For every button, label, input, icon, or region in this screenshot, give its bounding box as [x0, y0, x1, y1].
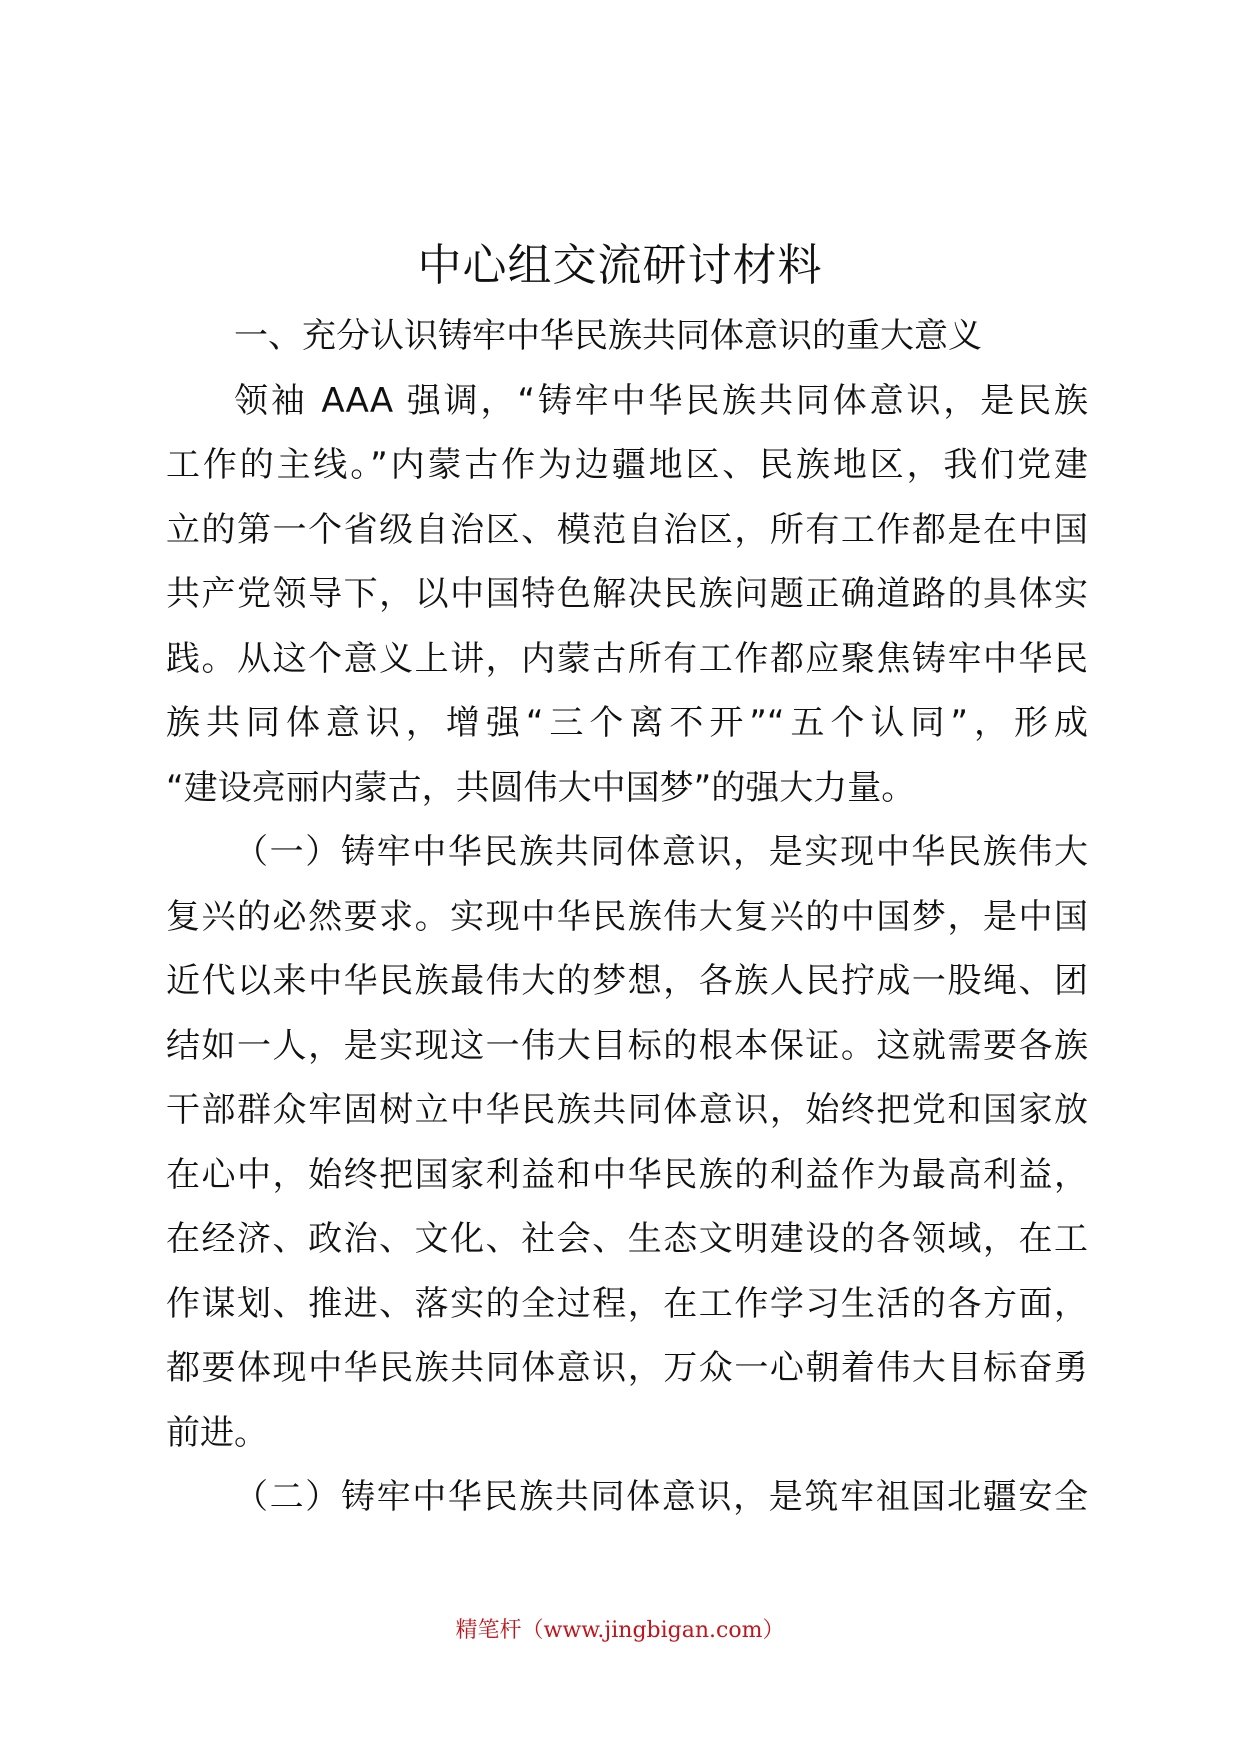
- paragraph-line: 前进。: [166, 1412, 268, 1453]
- paragraph-line: 族共同体意识，增强“三个离不开”“五个认同”，形成: [166, 703, 1088, 743]
- paragraph-line: 在经济、政治、文化、社会、生态文明建设的各领域，在工: [166, 1219, 1088, 1259]
- paragraph-line: 复兴的必然要求。实现中华民族伟大复兴的中国梦，是中国: [166, 896, 1088, 937]
- paragraph-2: [166, 820, 1088, 1465]
- footer-watermark: 精笔杆（www.jingbigan.com）: [455, 1618, 785, 1643]
- paragraph-line: 领袖 AAA 强调，“铸牢中华民族共同体意识，是民族: [234, 380, 1088, 421]
- paragraph-line: （二）铸牢中华民族共同体意识，是筑牢祖国北疆安全: [234, 1477, 1088, 1517]
- paragraph-line: “建设亮丽内蒙古，共圆伟大中国梦”的强大力量。: [166, 767, 916, 808]
- section-heading: 一、充分认识铸牢中华民族共同体意识的重大意义: [234, 316, 982, 356]
- paragraph-line: 近代以来中华民族最伟大的梦想，各族人民拧成一股绳、团: [166, 961, 1088, 1001]
- paragraph-line: 工作的主线。”内蒙古作为边疆地区、民族地区，我们党建: [166, 445, 1088, 485]
- paragraph-line: 都要体现中华民族共同体意识，万众一心朝着伟大目标奋勇: [166, 1348, 1088, 1388]
- document-title: 中心组交流研讨材料: [417, 240, 823, 291]
- paragraph-line: 结如一人，是实现这一伟大目标的根本保证。这就需要各族: [166, 1025, 1088, 1066]
- paragraph-line: 践。从这个意义上讲，内蒙古所有工作都应聚焦铸牢中华民: [166, 638, 1088, 679]
- paragraph-line: 共产党领导下，以中国特色解决民族问题正确道路的具体实: [166, 574, 1088, 614]
- paragraph-3: [166, 1465, 1088, 1530]
- paragraph-line: 干部群众牢固树立中华民族共同体意识，始终把党和国家放: [166, 1090, 1088, 1130]
- paragraph-line: 作谋划、推进、落实的全过程，在工作学习生活的各方面，: [166, 1283, 1088, 1324]
- paragraph-line: （一）铸牢中华民族共同体意识，是实现中华民族伟大: [234, 832, 1088, 872]
- document-body: [166, 304, 1088, 1530]
- paragraph-line: 在心中，始终把国家利益和中华民族的利益作为最高利益，: [166, 1154, 1088, 1195]
- paragraph-line: 立的第一个省级自治区、模范自治区，所有工作都是在中国: [166, 509, 1088, 550]
- paragraph-1: [166, 369, 1088, 821]
